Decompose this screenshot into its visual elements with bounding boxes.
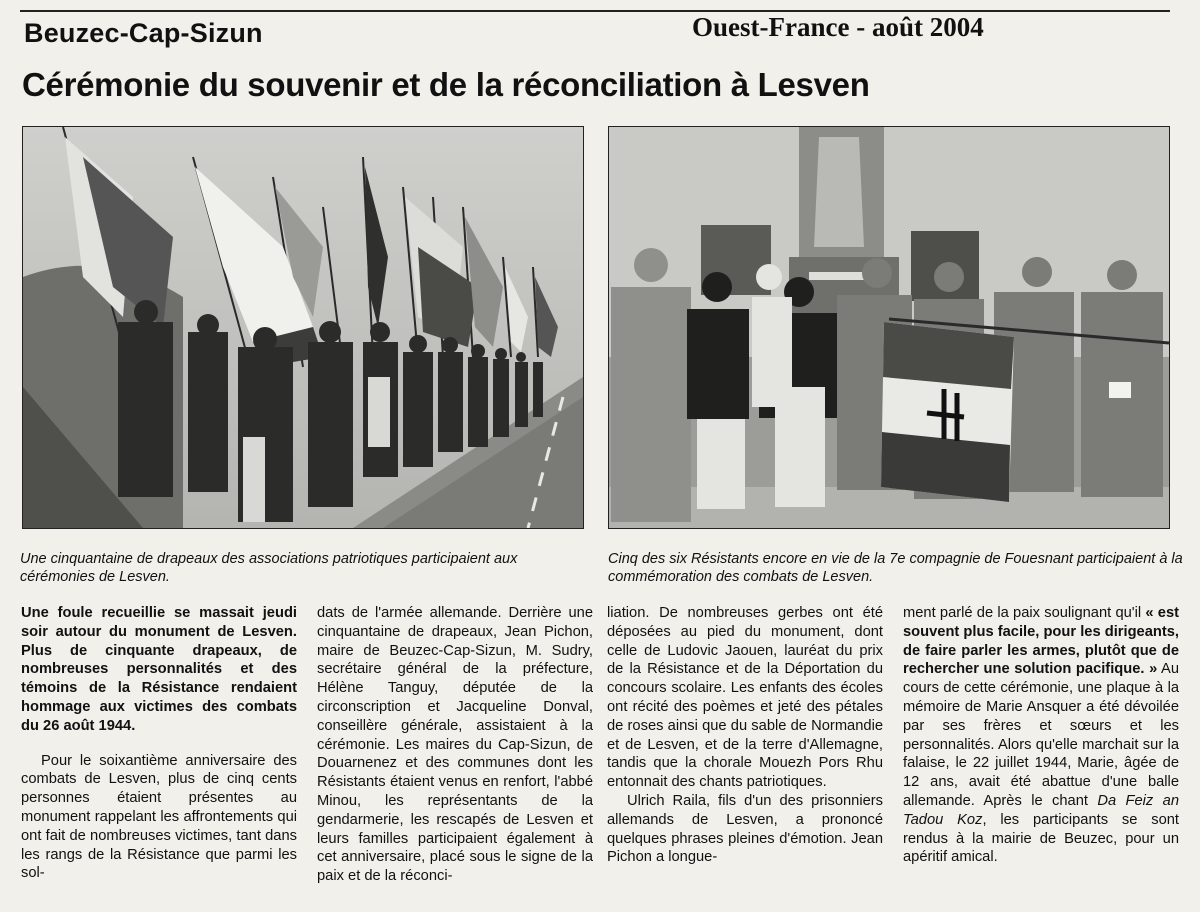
photo-resistants-group [608,126,1170,529]
section-location: Beuzec-Cap-Sizun [24,18,263,48]
song-title: Da Feiz an Tadou Koz [903,792,1179,828]
photo-caption-flags: Une cinquantaine de drapeaux des associations patriotiques participaient aux cérémonies de Lesven. [20,551,518,585]
header-rule [20,10,1170,12]
article-column-1 [21,604,297,904]
photo-caption-resistants: Cinq des six Résistants encore en vie de la 7e compagnie de Fouesnant participaient à la commémoration des combats de Lesven. [608,551,1183,585]
newspaper-source: Ouest-France - août 2004 [692,12,984,42]
article-headline: Cérémonie du souvenir et de la réconciliation à Lesven [22,66,870,103]
resistants-group-image [609,127,1169,528]
article-column-2 [317,604,593,904]
flag-procession-image [23,127,583,528]
text-run: Au cours de cette cérémonie, une plaque à la mémoire de Marie Ansquer a été dévoilée par ses frères et sœurs et les personnalités. Alors qu'elle marchait sur la falaise, le 22 juillet 1944, Marie, âgée de 12 ans, avait été abattue d'une balle allemande. Après le chant [903,661,1179,809]
photo-flag-procession [22,126,584,529]
article-paragraph: Ulrich Raila, fils d'un des prisonniers allemands de Lesven, a prononcé quelques phrases pleines d'émotion. Jean Pichon a longue- [607,792,883,866]
text-run: , les participants se sont rendus à la mairie de Beuzec, pour un apéritif amical. [903,811,1179,866]
quote-bold: « est souvent plus facile, pour les dirigeants, de faire parler les armes, plutôt que de rechercher une solution pacifique. » [903,605,1179,678]
article-lede: Une foule recueillie se massait jeudi soir autour du monument de Lesven. Plus de cinquante drapeaux, de nombreuses personnalités et des témoins de la Résistance rendaient hommage aux victimes des combats du 26 août 1944. [21,605,297,734]
article-paragraph [903,604,1179,867]
article-paragraph: dats de l'armée allemande. Derrière une cinquantaine de drapeaux, Jean Pichon, maire de Beuzec-Cap-Sizun, M. Sudry, secrétaire général de la préfecture, Hélène Tanguy, députée de la circonscription et Jacqueline Donval, conseillère générale, assistaient à la cérémonie. Les maires du Cap-Sizun, de Douarnenez et des communes dont les Résistants étaient venus en renfort, l'abbé Minou, les représentants de la gendarmerie, les rescapés de Lesven et leurs familles participaient également à cet anniversaire, placé sous le signe de la paix et de la réconci- [317,605,593,885]
paragraph-gap [21,736,297,752]
article-column-4 [903,604,1179,904]
text-run: ment parlé de la paix soulignant qu'il [903,605,1146,621]
article-paragraph: liation. De nombreuses gerbes ont été déposées au pied du monument, dont celle de Ludovic Jaouen, lauréat du prix de la Résistance et de la Déportation du concours scolaire. Les enfants des écoles ont récité des poèmes et jeté des pétales de roses ainsi que du sable de Normandie et de Lesven, et de la terre d'Allemagne, tandis que la chorale Mouezh Pors Rhu entonnait des chants patriotiques. [607,605,883,791]
article-paragraph: Pour le soixantième anniversaire des combats de Lesven, plus de cinq cents personnes étaient présentes au monument rappelant les affrontements qui ont fait de nombreuses victimes, tant dans les rangs de la Résistance que parmi les sol- [21,752,297,882]
article-column-3 [607,604,883,904]
